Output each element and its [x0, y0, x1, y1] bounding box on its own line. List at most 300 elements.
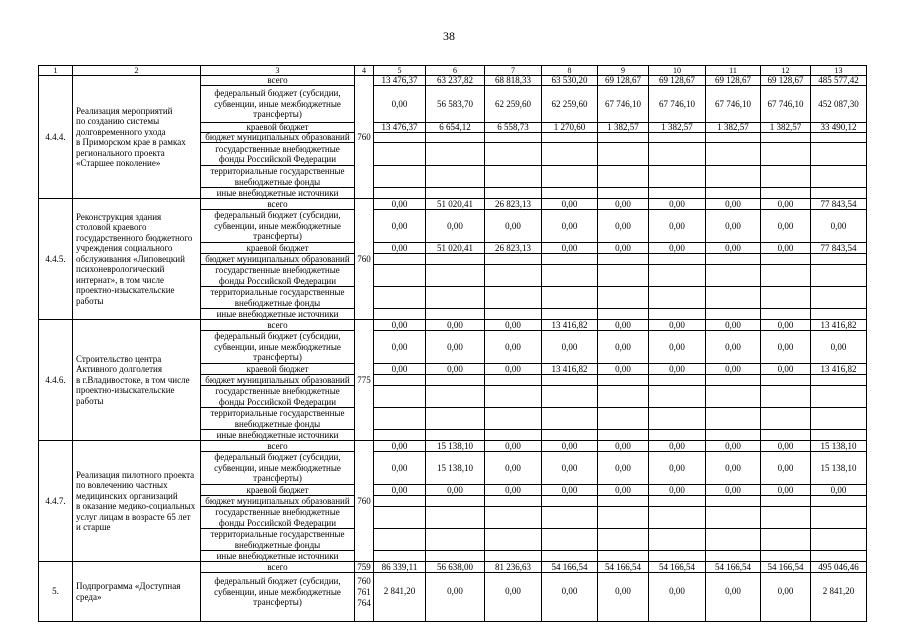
empty-cell [706, 166, 761, 188]
funding-source: территориальные государственные внебюджетные фонды [201, 287, 355, 309]
empty-cell [598, 551, 649, 562]
funding-source: иные внебюджетные источники [201, 551, 355, 562]
empty-cell [374, 386, 426, 408]
empty-cell [426, 408, 485, 430]
empty-cell [374, 166, 426, 188]
empty-cell [649, 386, 706, 408]
empty-cell [761, 143, 811, 166]
empty-cell [374, 287, 426, 309]
value-cell: 0,00 [374, 199, 426, 210]
empty-cell [485, 408, 542, 430]
value-cell: 56 638,00 [426, 562, 485, 573]
value-cell: 0,00 [706, 441, 761, 452]
empty-cell [761, 133, 811, 143]
empty-cell [649, 143, 706, 166]
column-number-header: 9 [598, 66, 649, 76]
value-cell: 0,00 [426, 573, 485, 622]
empty-cell [485, 507, 542, 529]
budget-table [38, 65, 867, 622]
empty-cell [761, 188, 811, 199]
value-cell: 0,00 [426, 210, 485, 243]
value-cell: 0,00 [706, 485, 761, 496]
funding-source: территориальные государственные внебюджетные фонды [201, 529, 355, 551]
section-number: 4.4.6. [39, 320, 73, 441]
funding-source: государственные внебюджетные фонды Российской Федерации [201, 386, 355, 408]
empty-cell [761, 430, 811, 441]
funding-source: краевой бюджет [201, 123, 355, 133]
value-cell: 0,00 [485, 320, 542, 331]
column-number-header: 6 [426, 66, 485, 76]
program-section [39, 441, 867, 562]
empty-cell [761, 166, 811, 188]
funding-source: федеральный бюджет (субсидии, субвенции, иные межбюджетные трансферты) [201, 573, 355, 622]
program-section [39, 76, 867, 199]
funding-source: всего [201, 562, 355, 573]
value-cell: 62 259,60 [485, 86, 542, 123]
value-cell: 0,00 [598, 452, 649, 485]
empty-cell [649, 529, 706, 551]
empty-cell [485, 188, 542, 199]
value-cell: 2 841,20 [374, 573, 426, 622]
value-cell: 67 746,10 [706, 86, 761, 123]
header-row [39, 66, 867, 76]
funding-source: государственные внебюджетные фонды Российской Федерации [201, 507, 355, 529]
empty-cell [542, 265, 598, 287]
funding-row [39, 199, 867, 210]
value-cell: 54 166,54 [598, 562, 649, 573]
funding-source: государственные внебюджетные фонды Российской Федерации [201, 265, 355, 287]
value-cell: 0,00 [485, 452, 542, 485]
value-cell: 51 020,41 [426, 199, 485, 210]
empty-cell [426, 265, 485, 287]
value-cell: 69 128,67 [706, 76, 761, 86]
value-cell: 0,00 [811, 331, 867, 364]
value-cell: 13 476,37 [374, 123, 426, 133]
budget-code: 760 [355, 441, 374, 562]
value-cell: 0,00 [485, 210, 542, 243]
empty-cell [542, 287, 598, 309]
empty-cell [374, 408, 426, 430]
empty-cell [374, 188, 426, 199]
value-cell: 0,00 [374, 320, 426, 331]
column-numbers-header [39, 66, 867, 76]
empty-cell [485, 133, 542, 143]
empty-cell [811, 386, 867, 408]
funding-source: иные внебюджетные источники [201, 309, 355, 320]
value-cell: 0,00 [485, 485, 542, 496]
empty-cell [811, 166, 867, 188]
empty-cell [542, 430, 598, 441]
value-cell: 67 746,10 [649, 86, 706, 123]
page-number: 38 [443, 29, 455, 43]
value-cell: 0,00 [542, 243, 598, 254]
value-cell: 0,00 [761, 452, 811, 485]
value-cell: 0,00 [374, 441, 426, 452]
value-cell: 0,00 [761, 485, 811, 496]
empty-cell [374, 254, 426, 265]
value-cell: 68 818,33 [485, 76, 542, 86]
value-cell: 13 416,82 [542, 364, 598, 375]
value-cell: 0,00 [761, 320, 811, 331]
value-cell: 54 166,54 [542, 562, 598, 573]
empty-cell [649, 309, 706, 320]
empty-cell [374, 375, 426, 386]
empty-cell [706, 386, 761, 408]
empty-cell [426, 188, 485, 199]
value-cell: 0,00 [598, 320, 649, 331]
empty-cell [649, 254, 706, 265]
empty-cell [811, 254, 867, 265]
value-cell: 0,00 [649, 210, 706, 243]
empty-cell [542, 309, 598, 320]
empty-cell [485, 551, 542, 562]
value-cell: 54 166,54 [649, 562, 706, 573]
section-number: 4.4.7. [39, 441, 73, 562]
empty-cell [598, 430, 649, 441]
value-cell: 0,00 [542, 485, 598, 496]
value-cell: 13 416,82 [811, 320, 867, 331]
funding-row [39, 441, 867, 452]
empty-cell [485, 529, 542, 551]
value-cell: 26 823,13 [485, 199, 542, 210]
empty-cell [426, 309, 485, 320]
column-number-header: 10 [649, 66, 706, 76]
column-number-header: 3 [201, 66, 355, 76]
value-cell: 81 236,63 [485, 562, 542, 573]
funding-row [39, 562, 867, 573]
section-title: Реализация пилотного проекта по вовлечению частных медицинских организаций в оказание медико-социальных услуг лицам в возрасте 65 лет и старше [73, 441, 201, 562]
value-cell: 0,00 [598, 210, 649, 243]
column-number-header: 1 [39, 66, 73, 76]
value-cell: 1 382,57 [761, 123, 811, 133]
funding-source: всего [201, 199, 355, 210]
value-cell: 0,00 [374, 364, 426, 375]
funding-source: всего [201, 76, 355, 86]
empty-cell [706, 133, 761, 143]
program-section [39, 199, 867, 320]
funding-source: краевой бюджет [201, 485, 355, 496]
empty-cell [706, 254, 761, 265]
value-cell: 0,00 [761, 243, 811, 254]
empty-cell [811, 496, 867, 507]
funding-source: федеральный бюджет (субсидии, субвенции, иные межбюджетные трансферты) [201, 452, 355, 485]
funding-source: краевой бюджет [201, 243, 355, 254]
value-cell: 26 823,13 [485, 243, 542, 254]
value-cell: 1 270,60 [542, 123, 598, 133]
value-cell: 0,00 [374, 452, 426, 485]
empty-cell [811, 265, 867, 287]
value-cell: 0,00 [761, 573, 811, 622]
section-number: 5. [39, 562, 73, 622]
empty-cell [598, 507, 649, 529]
empty-cell [706, 265, 761, 287]
value-cell: 0,00 [542, 331, 598, 364]
value-cell: 0,00 [598, 331, 649, 364]
empty-cell [598, 133, 649, 143]
empty-cell [649, 188, 706, 199]
value-cell: 0,00 [706, 573, 761, 622]
value-cell: 0,00 [649, 243, 706, 254]
funding-source: всего [201, 320, 355, 331]
empty-cell [706, 408, 761, 430]
value-cell: 0,00 [485, 441, 542, 452]
empty-cell [485, 375, 542, 386]
empty-cell [426, 551, 485, 562]
column-number-header: 2 [73, 66, 201, 76]
empty-cell [706, 375, 761, 386]
empty-cell [598, 143, 649, 166]
value-cell: 0,00 [598, 441, 649, 452]
empty-cell [374, 430, 426, 441]
empty-cell [706, 551, 761, 562]
value-cell: 0,00 [706, 452, 761, 485]
empty-cell [374, 496, 426, 507]
value-cell: 33 490,12 [811, 123, 867, 133]
value-cell: 62 259,60 [542, 86, 598, 123]
empty-cell [542, 496, 598, 507]
value-cell: 0,00 [542, 573, 598, 622]
value-cell: 0,00 [761, 441, 811, 452]
value-cell: 0,00 [598, 573, 649, 622]
empty-cell [485, 254, 542, 265]
empty-cell [598, 375, 649, 386]
value-cell: 0,00 [706, 331, 761, 364]
value-cell: 0,00 [542, 452, 598, 485]
value-cell: 0,00 [374, 331, 426, 364]
empty-cell [598, 287, 649, 309]
column-number-header: 4 [355, 66, 374, 76]
funding-source: территориальные государственные внебюджетные фонды [201, 166, 355, 188]
value-cell: 0,00 [598, 485, 649, 496]
value-cell: 6 654,12 [426, 123, 485, 133]
value-cell: 485 577,42 [811, 76, 867, 86]
value-cell: 0,00 [426, 485, 485, 496]
value-cell: 69 128,67 [761, 76, 811, 86]
empty-cell [761, 496, 811, 507]
value-cell: 0,00 [761, 364, 811, 375]
funding-source: федеральный бюджет (субсидии, субвенции, иные межбюджетные трансферты) [201, 210, 355, 243]
value-cell: 0,00 [706, 243, 761, 254]
empty-cell [761, 386, 811, 408]
empty-cell [426, 375, 485, 386]
empty-cell [761, 265, 811, 287]
value-cell: 0,00 [485, 364, 542, 375]
empty-cell [426, 166, 485, 188]
value-cell: 0,00 [649, 199, 706, 210]
empty-cell [485, 309, 542, 320]
value-cell: 77 843,54 [811, 199, 867, 210]
value-cell: 0,00 [598, 364, 649, 375]
value-cell: 54 166,54 [761, 562, 811, 573]
empty-cell [706, 143, 761, 166]
empty-cell [485, 265, 542, 287]
value-cell: 0,00 [426, 320, 485, 331]
budget-code: 760 761 764 [355, 573, 374, 622]
empty-cell [761, 408, 811, 430]
value-cell: 54 166,54 [706, 562, 761, 573]
empty-cell [811, 529, 867, 551]
value-cell: 0,00 [374, 485, 426, 496]
budget-code: 775 [355, 320, 374, 441]
empty-cell [649, 430, 706, 441]
empty-cell [542, 386, 598, 408]
value-cell: 1 382,57 [706, 123, 761, 133]
empty-cell [426, 133, 485, 143]
value-cell: 67 746,10 [761, 86, 811, 123]
value-cell: 13 416,82 [542, 320, 598, 331]
section-title: Реализация мероприятий по созданию системы долговременного ухода в Приморском крае в рамках регионального проекта «Старшее поколение» [73, 76, 201, 199]
value-cell: 0,00 [649, 573, 706, 622]
empty-cell [542, 551, 598, 562]
empty-cell [761, 309, 811, 320]
empty-cell [811, 408, 867, 430]
funding-source: федеральный бюджет (субсидии, субвенции, иные межбюджетные трансферты) [201, 331, 355, 364]
funding-source: бюджет муниципальных образований [201, 496, 355, 507]
column-number-header: 8 [542, 66, 598, 76]
value-cell: 69 128,67 [598, 76, 649, 86]
column-number-header: 5 [374, 66, 426, 76]
value-cell: 0,00 [706, 199, 761, 210]
column-number-header: 13 [811, 66, 867, 76]
section-title: Реконструкция здания столовой краевого государственного бюджетного учреждения социального обслуживания «Липовецкий психоневрологический интернат», в том числе проектно-изыскательские работы [73, 199, 201, 320]
budget-code: 760 [355, 199, 374, 320]
empty-cell [426, 430, 485, 441]
empty-cell [485, 166, 542, 188]
empty-cell [598, 309, 649, 320]
empty-cell [542, 254, 598, 265]
empty-cell [706, 529, 761, 551]
value-cell: 2 841,20 [811, 573, 867, 622]
empty-cell [542, 133, 598, 143]
value-cell: 13 476,37 [374, 76, 426, 86]
value-cell: 0,00 [649, 441, 706, 452]
empty-cell [542, 188, 598, 199]
empty-cell [542, 529, 598, 551]
value-cell: 69 128,67 [649, 76, 706, 86]
value-cell: 0,00 [426, 331, 485, 364]
empty-cell [374, 551, 426, 562]
funding-source: всего [201, 441, 355, 452]
empty-cell [811, 375, 867, 386]
empty-cell [811, 188, 867, 199]
empty-cell [649, 375, 706, 386]
empty-cell [811, 551, 867, 562]
section-title: Строительство центра Активного долголетия в г.Владивостоке, в том числе проектно-изыскательские работы [73, 320, 201, 441]
value-cell: 0,00 [811, 210, 867, 243]
value-cell: 13 416,82 [811, 364, 867, 375]
empty-cell [426, 386, 485, 408]
empty-cell [542, 507, 598, 529]
empty-cell [598, 408, 649, 430]
funding-source: федеральный бюджет (субсидии, субвенции, иные межбюджетные трансферты) [201, 86, 355, 123]
value-cell: 0,00 [426, 364, 485, 375]
empty-cell [485, 386, 542, 408]
empty-cell [542, 408, 598, 430]
empty-cell [542, 375, 598, 386]
empty-cell [598, 254, 649, 265]
column-number-header: 12 [761, 66, 811, 76]
empty-cell [761, 507, 811, 529]
value-cell: 0,00 [542, 210, 598, 243]
value-cell: 77 843,54 [811, 243, 867, 254]
value-cell: 452 087,30 [811, 86, 867, 123]
value-cell: 0,00 [542, 199, 598, 210]
section-number: 4.4.4. [39, 76, 73, 199]
value-cell: 1 382,57 [598, 123, 649, 133]
value-cell: 67 746,10 [598, 86, 649, 123]
empty-cell [811, 133, 867, 143]
empty-cell [426, 254, 485, 265]
funding-source: государственные внебюджетные фонды Российской Федерации [201, 143, 355, 166]
empty-cell [598, 496, 649, 507]
empty-cell [374, 507, 426, 529]
empty-cell [598, 386, 649, 408]
value-cell: 0,00 [761, 199, 811, 210]
funding-source: территориальные государственные внебюджетные фонды [201, 408, 355, 430]
empty-cell [649, 507, 706, 529]
empty-cell [374, 309, 426, 320]
empty-cell [485, 143, 542, 166]
funding-row [39, 76, 867, 86]
empty-cell [706, 287, 761, 309]
empty-cell [811, 287, 867, 309]
value-cell: 1 382,57 [649, 123, 706, 133]
empty-cell [761, 287, 811, 309]
empty-cell [598, 166, 649, 188]
value-cell: 0,00 [649, 485, 706, 496]
empty-cell [374, 143, 426, 166]
column-number-header: 11 [706, 66, 761, 76]
value-cell: 0,00 [485, 573, 542, 622]
value-cell: 0,00 [649, 320, 706, 331]
section-number: 4.4.5. [39, 199, 73, 320]
value-cell: 0,00 [649, 452, 706, 485]
funding-source: бюджет муниципальных образований [201, 375, 355, 386]
empty-cell [761, 375, 811, 386]
empty-cell [649, 551, 706, 562]
empty-cell [649, 166, 706, 188]
value-cell: 63 530,20 [542, 76, 598, 86]
empty-cell [485, 496, 542, 507]
program-section [39, 562, 867, 622]
value-cell: 0,00 [649, 364, 706, 375]
funding-source: иные внебюджетные источники [201, 430, 355, 441]
empty-cell [426, 507, 485, 529]
funding-source: бюджет муниципальных образований [201, 254, 355, 265]
value-cell: 0,00 [811, 485, 867, 496]
empty-cell [649, 408, 706, 430]
value-cell: 86 339,11 [374, 562, 426, 573]
empty-cell [761, 254, 811, 265]
empty-cell [706, 309, 761, 320]
empty-cell [426, 287, 485, 309]
empty-cell [649, 287, 706, 309]
empty-cell [542, 166, 598, 188]
empty-cell [761, 529, 811, 551]
empty-cell [649, 496, 706, 507]
value-cell: 15 138,10 [811, 441, 867, 452]
empty-cell [761, 551, 811, 562]
value-cell: 51 020,41 [426, 243, 485, 254]
funding-source: иные внебюджетные источники [201, 188, 355, 199]
empty-cell [485, 287, 542, 309]
value-cell: 0,00 [598, 243, 649, 254]
value-cell: 0,00 [706, 320, 761, 331]
empty-cell [426, 529, 485, 551]
funding-row [39, 320, 867, 331]
empty-cell [649, 265, 706, 287]
empty-cell [706, 507, 761, 529]
